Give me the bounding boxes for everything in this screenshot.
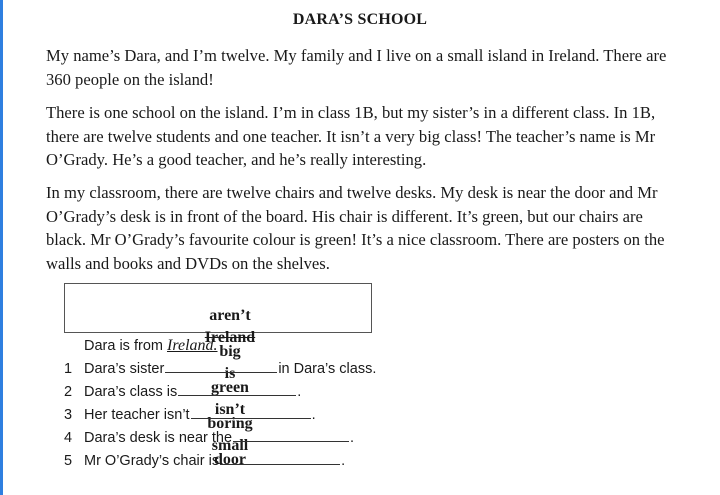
item-text-after: . — [297, 384, 302, 400]
page-title: DARA’S SCHOOL — [292, 11, 428, 28]
answer-blank[interactable] — [220, 452, 340, 465]
exercise-item-5 — [64, 452, 345, 469]
word-option-used: Ireland — [204, 329, 256, 346]
answer-blank[interactable] — [191, 406, 311, 419]
word-option: aren’t — [209, 307, 251, 324]
word-option: isn’t — [214, 401, 246, 418]
item-text: Dara’s desk is near the — [84, 430, 233, 446]
item-text: Dara’s sister — [84, 361, 165, 377]
example-answer: Ireland. — [167, 337, 218, 354]
item-number: 1 — [64, 361, 73, 377]
exercise-item-1 — [64, 360, 376, 377]
item-text-after: in Dara’s class. — [278, 361, 377, 377]
answer-blank[interactable] — [233, 429, 349, 442]
exercise-item-4 — [64, 429, 354, 446]
exercise-item-2 — [64, 383, 301, 400]
item-number: 2 — [64, 384, 73, 400]
answer-blank[interactable] — [165, 360, 277, 373]
item-text: Her teacher isn’t — [84, 407, 190, 423]
word-option: small — [211, 437, 249, 454]
item-number: 4 — [64, 430, 73, 446]
paragraph-3: In my classroom, there are twelve chairs and twelve desks. My desk is near the door and Mr O’Grady’s desk is in front of the board. His chair is different. It’s green, but our chairs are black. Mr O’Grady’s favourite colour is green! It’s a nice classroom. There are posters on the walls and books and DVDs on the shelves. — [46, 183, 665, 273]
example-prefix: Dara is from — [84, 338, 163, 354]
paragraph-1: My name’s Dara, and I’m twelve. My family and I live on a small island in Ireland. There are 360 people on the island! — [46, 46, 667, 89]
word-option: green — [211, 379, 249, 396]
item-text-after: . — [341, 453, 346, 469]
left-border-line — [0, 0, 3, 495]
word-option: boring — [207, 415, 253, 432]
word-option: big — [219, 343, 241, 360]
word-option: door — [214, 451, 246, 468]
word-option: is — [224, 365, 236, 382]
item-text: Dara’s class is — [84, 384, 178, 400]
item-text-after: . — [350, 430, 355, 446]
item-text: Mr O’Grady’s chair is — [84, 453, 220, 469]
item-number: 5 — [64, 453, 73, 469]
paragraph-2: There is one school on the island. I’m in class 1B, but my sister’s in a different class. In 1B, there are twelve students and one teacher. It isn’t a very big class! The teacher’s name is Mr O’Grady. He’s a good teacher, and he’s really interesting. — [46, 103, 656, 169]
example-sentence — [84, 337, 218, 355]
answer-blank[interactable] — [178, 383, 296, 396]
item-number: 3 — [64, 407, 73, 423]
item-text-after: . — [311, 407, 316, 423]
exercise-item-3 — [64, 406, 316, 423]
